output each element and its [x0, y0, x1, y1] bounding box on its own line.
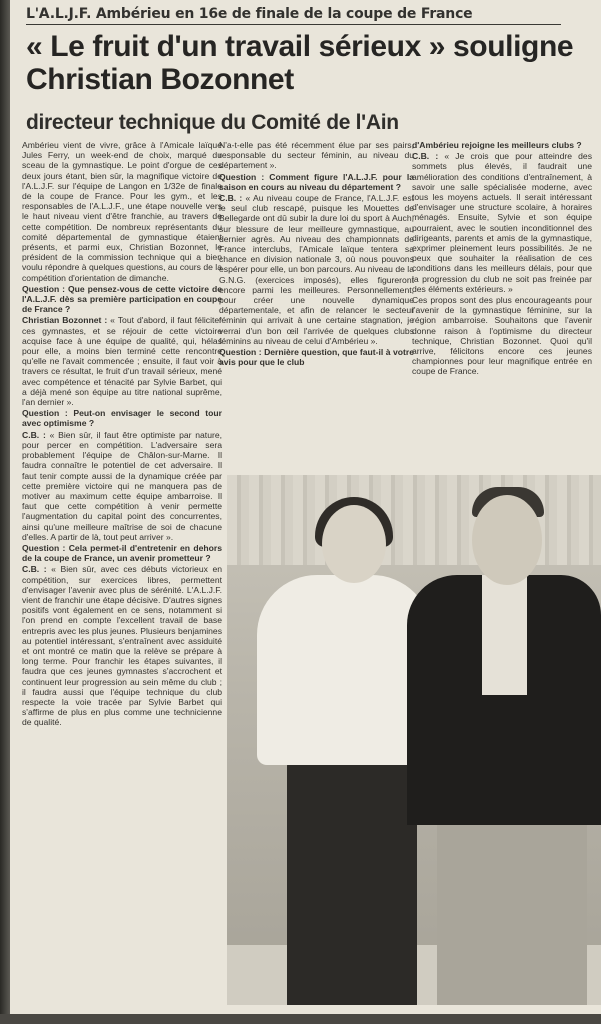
question-1: Question : Que pensez-vous de cette victoire de l'A.L.J.F. dès sa première participation en coupe de France ? — [22, 283, 222, 315]
closing-paragraph: Ces propos sont des plus encourageants pour l'avenir de la gymnastique féminine, sur la région ambarroise. Souhaitons que l'avenir donne raison à l'optimisme du directeur technique, Christian Bozonnet. Quoi qu'il arrive, félicitons encore ces jeunes championnes pour leur magnifique entrée en coupe de France. — [412, 295, 592, 377]
man-face — [472, 495, 542, 585]
question-4: Question : Comment figure l'A.L.J.F. pour la saison en cours au niveau du département ? — [219, 171, 414, 192]
woman-legs — [287, 760, 417, 1005]
newspaper-clipping — [10, 0, 601, 1016]
column-3 — [412, 140, 592, 470]
article-subtitle: directeur technique du Comité de l'Ain — [26, 111, 399, 134]
man-trousers — [437, 820, 587, 1005]
answer-2-text: « Bien sûr, il faut être optimiste par nature, pour percer en compétition. L'adversaire sera probablement l'équipe de Châlon-sur-Marne. Il faudra connaître le potentiel de cet adversaire. Il faut tenir compte aussi de la dynamique créée par cette première victoire qui ne manquera pas de motiver au maximum cette équipe ambarroise. Il faut que cette compétition à venir permette l'augmentation du capital point des concurrentes, ainsi qu'une meilleure maîtrise de soi de chacune d'elles. A partir de là, tout peut arriver ». — [22, 429, 222, 542]
answer-4-speaker: C.B. : — [219, 193, 243, 204]
question-5-continued: d'Ambérieu rejoigne les meilleurs clubs ? — [412, 140, 582, 150]
continuation-paragraph: N'a-t-elle pas été récemment élue par ses pairs, responsable du secteur féminin, au niveau du département ». — [219, 140, 414, 171]
answer-3-text: « Bien sûr, avec ces débuts victorieux en compétition, sur exercices libres, permettent d'envisager l'avenir avec plus de sérénité. L'A.L.J.F. vient de franchir une étape décisive. D'autres signes positifs vont également en ce sens, notamment si l'on prend en compte l'excellent travail de base entrepris avec les plus jeunes. Plusieurs benjamines au potentiel intéressant, s'entraînent avec assiduité et ont montré ce matin que la relève se prépare à long terme. Pour franchir les étapes suivantes, il faudra que ces jeunes gymnastes s'accrochent et continuent leur progression au sein même du club ; il faudra aussi que l'équipe technique du club respecte la voie tracée par Sylvie Barbet qui s'affirme de plus en plus comme une technicienne de qualité. — [22, 564, 222, 728]
answer-3 — [22, 564, 222, 727]
intro-paragraph: Ambérieu vient de vivre, grâce à l'Amicale laïque Jules Ferry, un week-end de choix, marqué du sceau de la gymnastique. Le point d'orgue de ces deux jours étant, bien sûr, la magnifique victoire de l'A.L.J.F. sur l'équipe de Langon en 1/32e de finale de la coupe de France. Pour les gym., et les responsables de l'A.L.J.F., une étape nouvelle vers le haut niveau vient d'être franchie, au travers de cette compétition. De nombreux représentants du comité départemental de gymnastique étaient présents, et parmi eux, Christian Bozonnet, le président de la commission technique qui a bien voulu répondre à quelques questions, au cours de la compétition d'orientation de dimanche. — [22, 140, 222, 283]
answer-4-text: « Au niveau coupe de France, l'A.L.J.F. est le seul club rescapé, puisque les Mouettes de Bellegarde ont dû subir la dure loi du sport à Auch, sur blessure de leur meilleure gymnastique, au dernier agrès. Au niveau des championnats de France interclubs, l'Amicale laïque tentera sa chance en division nationale 3, où nous pouvons espérer pour elle, un bon parcours. Au niveau de la G.N.G. (exercices imposés), elles figureront encore parmi les meilleures. Personnellement, pour créer une nouvelle dynamique départementale, et afin de relancer le secteur féminin qui arrivait à une certaine stagnation, je verrai d'un bon œil l'arrivée de quelques clubs féminins au niveau de celui d'Ambérieu ». — [219, 193, 414, 346]
table-edge — [0, 1014, 601, 1024]
answer-5 — [412, 151, 592, 294]
kicker-headline: L'A.L.J.F. Ambérieu en 16e de finale de la coupe de France — [26, 6, 561, 25]
column-1 — [22, 140, 222, 1000]
question-3: Question : Cela permet-il d'entretenir en dehors de la coupe de France, un avenir prometteur ? — [22, 542, 222, 564]
answer-4 — [219, 193, 414, 346]
answer-1-speaker: Christian Bozonnet : — [22, 315, 108, 326]
article-title: « Le fruit d'un travail sérieux » souligne Christian Bozonnet — [26, 30, 574, 96]
man-shirt — [482, 575, 527, 695]
woman-jacket — [257, 575, 432, 765]
question-5: Question : Dernière question, que faut-il à votre avis pour que le club — [219, 347, 414, 368]
woman-face — [322, 505, 386, 583]
answer-5-text: « Je crois que pour atteindre des sommets plus élevés, il faudrait une amélioration des conditions d'entraînement, à savoir une salle spécialisée moderne, avec tous les moyens actuels. Il serait intéressant d'envisager une structure scolaire, à horaires ménagés. Ensuite, Sylvie et son équipe pourraient, avec le soutien inconditionnel des dirigeants, parents et amis de la gymnastique, exprimer pleinement leurs possibilités. Je ne peux que souhaiter la réalisation de ces conditions dans les meilleurs délais, pour que la progression du club ne soit pas freinée par des éléments extérieurs. » — [412, 151, 592, 294]
question-2: Question : Peut-on envisager le second tour avec optimisme ? — [22, 408, 222, 429]
photo-background-curtain — [227, 475, 601, 565]
answer-2 — [22, 430, 222, 542]
answer-1 — [22, 315, 222, 407]
column-2 — [219, 140, 414, 470]
answer-2-speaker: C.B. : — [22, 429, 46, 440]
answer-1-text: « Tout d'abord, il faut féliciter ces gymnastes, et se réjouir de cette victoire acquise face à une équipe de qualité, qui, hélas pour elle, a moins bien terminé cette rencontre qu'elle ne l'avait commencée ; ensuite, il faut voir à travers ce résultat, le fruit d'un travail sérieux, mené avec compétence et ténacité par Sylvie Barbet, qui a déjà mené son équipe au titre national suprême, l'an dernier ». — [22, 315, 222, 408]
answer-3-speaker: C.B. : — [22, 564, 47, 575]
article-photo — [227, 475, 601, 1005]
answer-5-speaker: C.B. : — [412, 151, 439, 162]
